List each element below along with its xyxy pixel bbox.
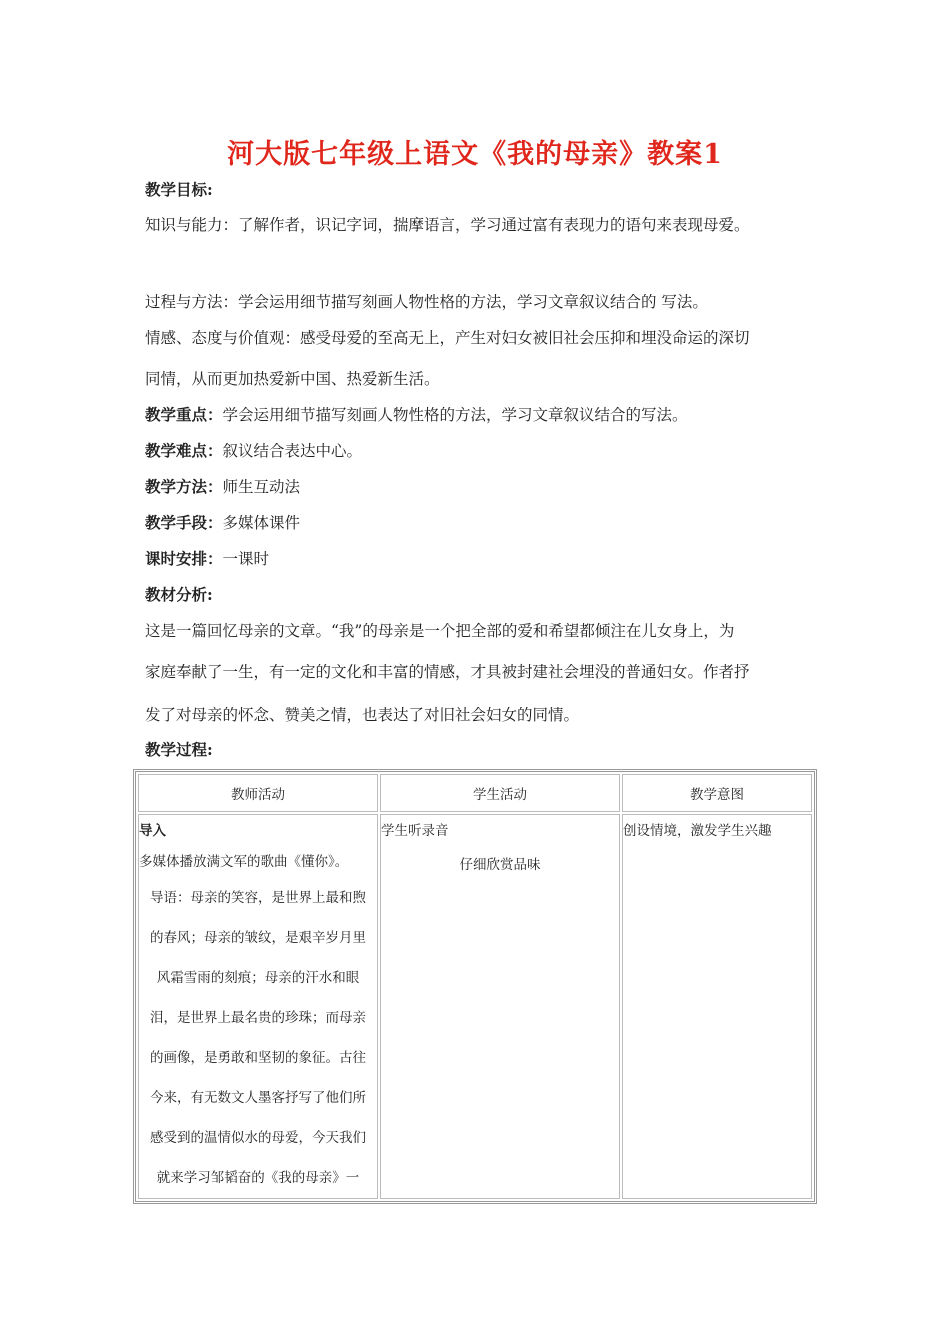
teaching-intent-cell bbox=[622, 814, 812, 1199]
header-teacher-activity: 教师活动 bbox=[138, 774, 378, 812]
analysis-line-1: 这是一篇回忆母亲的文章。“我”的母亲是一个把全部的爱和希望都倾注在儿女身上，为 bbox=[145, 622, 735, 640]
goal-knowledge: 知识与能力：了解作者，识记字词，揣摩语言，学习通过富有表现力的语句来表现母爱。 bbox=[145, 216, 750, 234]
key-points bbox=[145, 403, 688, 425]
schedule-label: 课时安排： bbox=[145, 549, 223, 568]
process-heading: 教学过程: bbox=[145, 740, 213, 759]
student-activity-cell bbox=[380, 814, 620, 1199]
student-line-1: 学生听录音 bbox=[381, 823, 449, 839]
teacher-line: 的画像，是勇敢和坚韧的象征。古往 bbox=[150, 1050, 366, 1066]
teacher-line: 多媒体播放满文军的歌曲《懂你》。 bbox=[139, 854, 349, 870]
teacher-line: 今来，有无数文人墨客抒写了他们所 bbox=[150, 1090, 366, 1106]
analysis-line-2: 家庭奉献了一生，有一定的文化和丰富的情感，才具被封建社会埋没的普通妇女。作者抒 bbox=[145, 663, 750, 681]
teaching-process-table bbox=[133, 769, 817, 1204]
means bbox=[145, 511, 300, 533]
header-student-activity: 学生活动 bbox=[380, 774, 620, 812]
difficulty-value: 叙议结合表达中心。 bbox=[222, 442, 363, 460]
table-header-row bbox=[138, 774, 812, 812]
analysis-line-3: 发了对母亲的怀念、赞美之情，也表达了对旧社会妇女的同情。 bbox=[145, 706, 580, 724]
teacher-line: 就来学习邹韬奋的《我的母亲》一 bbox=[156, 1170, 360, 1186]
difficulty bbox=[145, 439, 362, 461]
method-label: 教学方法： bbox=[145, 477, 223, 496]
method-value: 师生互动法 bbox=[222, 478, 301, 496]
method bbox=[145, 475, 300, 497]
document-title: 河大版七年级上语文《我的母亲》教案1 bbox=[227, 139, 723, 170]
student-line-2: 仔细欣赏品味 bbox=[459, 857, 541, 873]
teacher-line: 泪，是世界上最名贵的珍珠；而母亲 bbox=[150, 1010, 366, 1026]
key-points-label: 教学重点： bbox=[145, 405, 223, 424]
header-teaching-intent: 教学意图 bbox=[622, 774, 812, 812]
analysis-heading: 教材分析: bbox=[145, 585, 213, 604]
teacher-line: 的春风；母亲的皱纹，是艰辛岁月里 bbox=[150, 930, 366, 946]
teacher-activity-cell bbox=[138, 814, 378, 1199]
difficulty-label: 教学难点： bbox=[145, 441, 223, 460]
goal-emotion-line-1: 情感、态度与价值观：感受母爱的至高无上，产生对妇女被旧社会压抑和埋没命运的深切 bbox=[145, 329, 750, 347]
goal-process: 过程与方法：学会运用细节描写刻画人物性格的方法，学习文章叙议结合的 写法。 bbox=[145, 293, 708, 311]
key-points-value: 学会运用细节描写刻画人物性格的方法，学习文章叙议结合的写法。 bbox=[222, 406, 688, 424]
means-value: 多媒体课件 bbox=[222, 514, 301, 532]
intro-label: 导入 bbox=[139, 823, 166, 839]
table-row bbox=[138, 814, 812, 1199]
teacher-line: 导语：母亲的笑容，是世界上最和煦 bbox=[150, 890, 366, 906]
teacher-lines bbox=[139, 878, 377, 1198]
schedule-value: 一课时 bbox=[222, 550, 270, 568]
goal-emotion-line-2: 同情，从而更加热爱新中国、热爱新生活。 bbox=[145, 370, 440, 388]
teacher-line: 风霜雪雨的刻痕；母亲的汗水和眼 bbox=[156, 970, 360, 986]
schedule bbox=[145, 547, 269, 569]
goals-heading: 教学目标: bbox=[145, 180, 213, 199]
means-label: 教学手段： bbox=[145, 513, 223, 532]
intent-text: 创设情境，激发学生兴趣 bbox=[623, 823, 772, 839]
teacher-line: 感受到的温情似水的母爱，今天我们 bbox=[150, 1130, 366, 1146]
